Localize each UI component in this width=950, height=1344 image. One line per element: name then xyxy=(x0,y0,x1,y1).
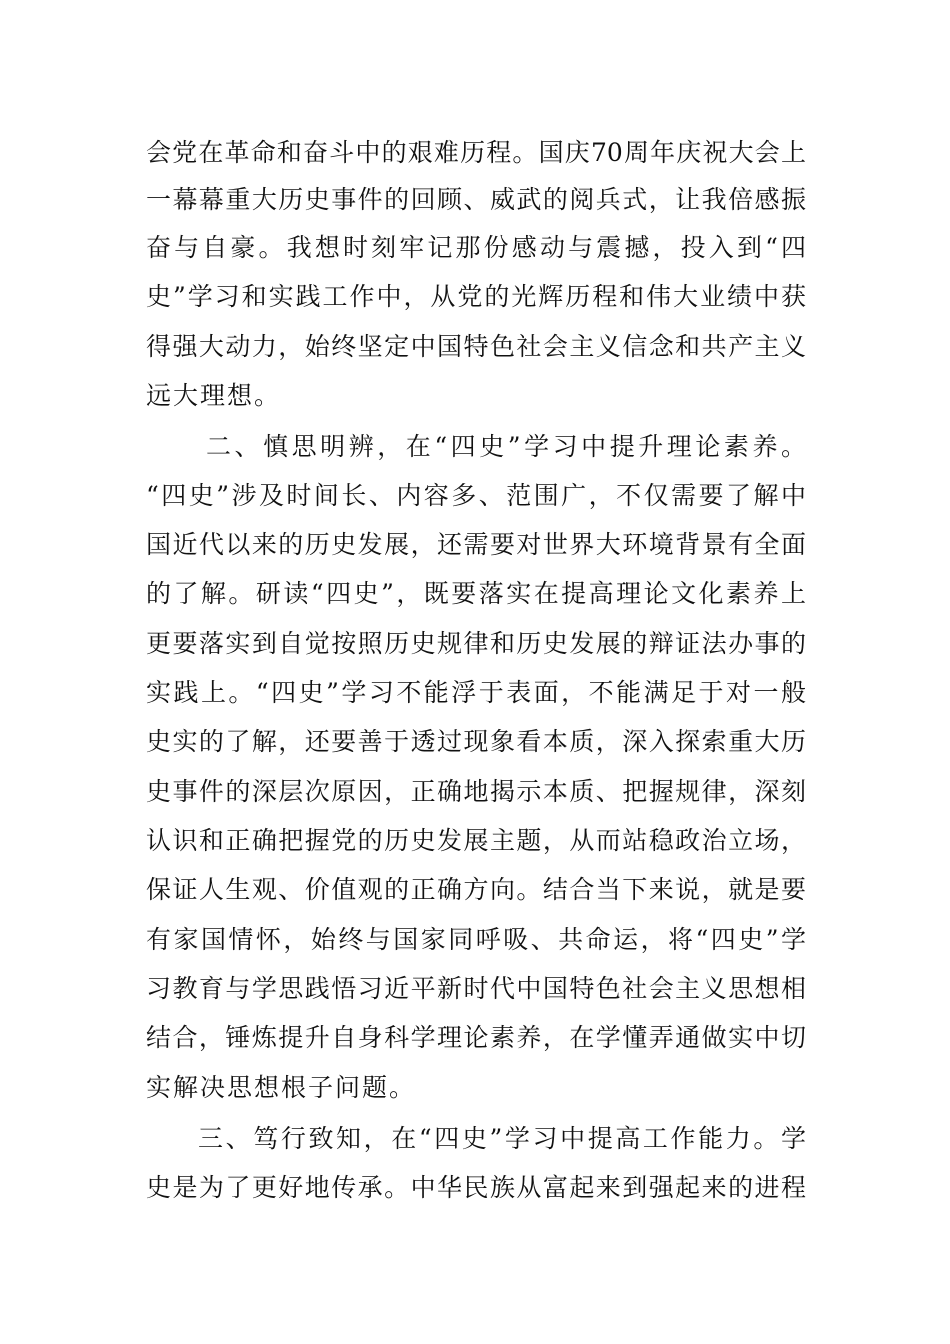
text-line: “四史”涉及时间长、内容多、范围广，不仅需要了解中 xyxy=(146,481,806,510)
text-line: 实践上。“四史”学习不能浮于表面，不能满足于对一般 xyxy=(146,678,806,707)
text-line: 史”学习和实践工作中，从党的光辉历程和伟大业绩中获 xyxy=(146,282,806,311)
text-line: 实解决思想根子问题。 xyxy=(146,1073,417,1102)
text-line: 保证人生观、价值观的正确方向。结合当下来说，就是要 xyxy=(146,875,806,904)
text-line: 史是为了更好地传承。中华民族从富起来到强起来的进程 xyxy=(146,1173,806,1202)
section-heading-2: 二、慎思明辨，在“四史”学习中提升理论素养。 xyxy=(206,432,806,461)
text-line: 会党在革命和奋斗中的艰难历程。国庆70周年庆祝大会上 xyxy=(146,138,806,167)
section-heading-3: 三、笃行致知，在“四史”学习中提高工作能力。学 xyxy=(198,1124,806,1153)
text-line: 结合，锤炼提升自身科学理论素养，在学懂弄通做实中切 xyxy=(146,1023,806,1052)
text-line: 远大理想。 xyxy=(146,381,282,410)
text-line: 更要落实到自觉按照历史规律和历史发展的辩证法办事的 xyxy=(146,629,806,658)
text-line: 认识和正确把握党的历史发展主题，从而站稳政治立场， xyxy=(146,826,806,855)
text-line: 得强大动力，始终坚定中国特色社会主义信念和共产主义 xyxy=(146,332,806,361)
text-line: 国近代以来的历史发展，还需要对世界大环境背景有全面 xyxy=(146,530,806,559)
text-line: 史实的了解，还要善于透过现象看本质，深入探索重大历 xyxy=(146,727,806,756)
text-line: 史事件的深层次原因，正确地揭示本质、把握规律，深刻 xyxy=(146,777,806,806)
text-line: 的了解。研读“四史”，既要落实在提高理论文化素养上 xyxy=(146,579,806,608)
text-line: 奋与自豪。我想时刻牢记那份感动与震撼，投入到“四 xyxy=(146,233,806,262)
text-line: 一幕幕重大历史事件的回顾、威武的阅兵式，让我倍感振 xyxy=(146,185,806,214)
text-line: 有家国情怀，始终与国家同呼吸、共命运，将“四史”学 xyxy=(146,925,806,954)
text-line: 习教育与学思践悟习近平新时代中国特色社会主义思想相 xyxy=(146,974,806,1003)
